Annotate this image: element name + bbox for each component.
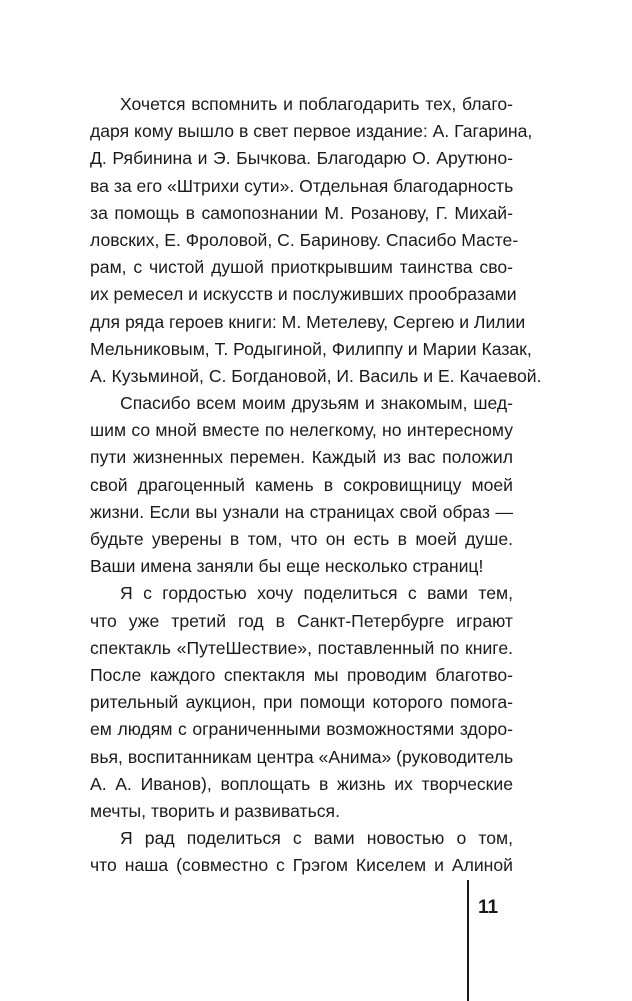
text-line: что наша (совместно с Грэгом Киселем и Алиной [90, 855, 513, 876]
text-line: Спасибо всем моим друзьям и знакомым, шед- [120, 393, 513, 414]
page-number-divider [467, 880, 469, 1001]
text-line: А. Кузьминой, С. Богдановой, И. Василь и Е. Качаевой. [90, 365, 542, 386]
text-line: Мельниковым, Т. Родыгиной, Филиппу и Марии Казак, [90, 338, 532, 359]
text-line: ловских, Е. Фроловой, С. Баринову. Спасибо Масте- [90, 229, 519, 250]
text-line: Я рад поделиться с вами новостью о том, [120, 828, 513, 849]
text-line: жизни. Если вы узнали на страницах свой образ — [90, 501, 513, 522]
text-line: что уже третий год в Санкт-Петербурге играют [90, 610, 513, 631]
text-line: будьте уверены в том, что он есть в моей душе. [90, 529, 513, 549]
text-line: ем людям с ограниченными возможностями здоро- [90, 719, 513, 740]
text-line: рительный аукцион, при помощи которого помога- [90, 692, 513, 713]
text-line: для ряда героев книги: М. Метелеву, Сергею и Лилии [90, 311, 526, 332]
paragraph [90, 580, 513, 825]
text-line: за помощь в самопознании М. Розанову, Г. Михай- [90, 202, 513, 223]
text-line: даря кому вышло в свет первое издание: А. Гагарина, [90, 121, 533, 142]
text-line: спектакль «ПутеШествие», поставленный по книге. [90, 637, 513, 658]
text-line: вья, воспитанникам центра «Анима» (руководитель [90, 746, 514, 767]
paragraph [90, 825, 513, 879]
text-line: свой драгоценный камень в сокровищницу моей [90, 474, 513, 495]
text-line: Ваши имена заняли бы еще несколько страниц! [90, 556, 484, 577]
text-line: А. А. Иванов), воплощать в жизнь их творческие [90, 773, 513, 794]
body-text [90, 91, 542, 879]
text-line: мечты, творить и развиваться. [90, 800, 340, 821]
text-line: Хочется вспомнить и поблагодарить тех, благо- [120, 94, 513, 114]
text-line: рам, с чистой душой приоткрывшим таинства сво- [90, 257, 513, 278]
text-line: После каждого спектакля мы проводим благотво- [90, 664, 513, 685]
text-line: ва за его «Штрихи сути». Отдельная благодарность [90, 175, 514, 196]
text-line: шим со мной вместе по нелегкому, но интересному [90, 420, 513, 441]
paragraph [90, 91, 542, 390]
page-number: 11 [478, 897, 499, 918]
text-line: Я с гордостью хочу поделиться с вами тем, [120, 583, 513, 604]
text-line: Д. Рябинина и Э. Бычкова. Благодарю О. Арутюно- [90, 148, 513, 169]
text-line: пути жизненных перемен. Каждый из вас положил [90, 447, 513, 468]
paragraph [90, 390, 513, 580]
text-line: их ремесел и искусств и послуживших прообразами [90, 284, 517, 305]
